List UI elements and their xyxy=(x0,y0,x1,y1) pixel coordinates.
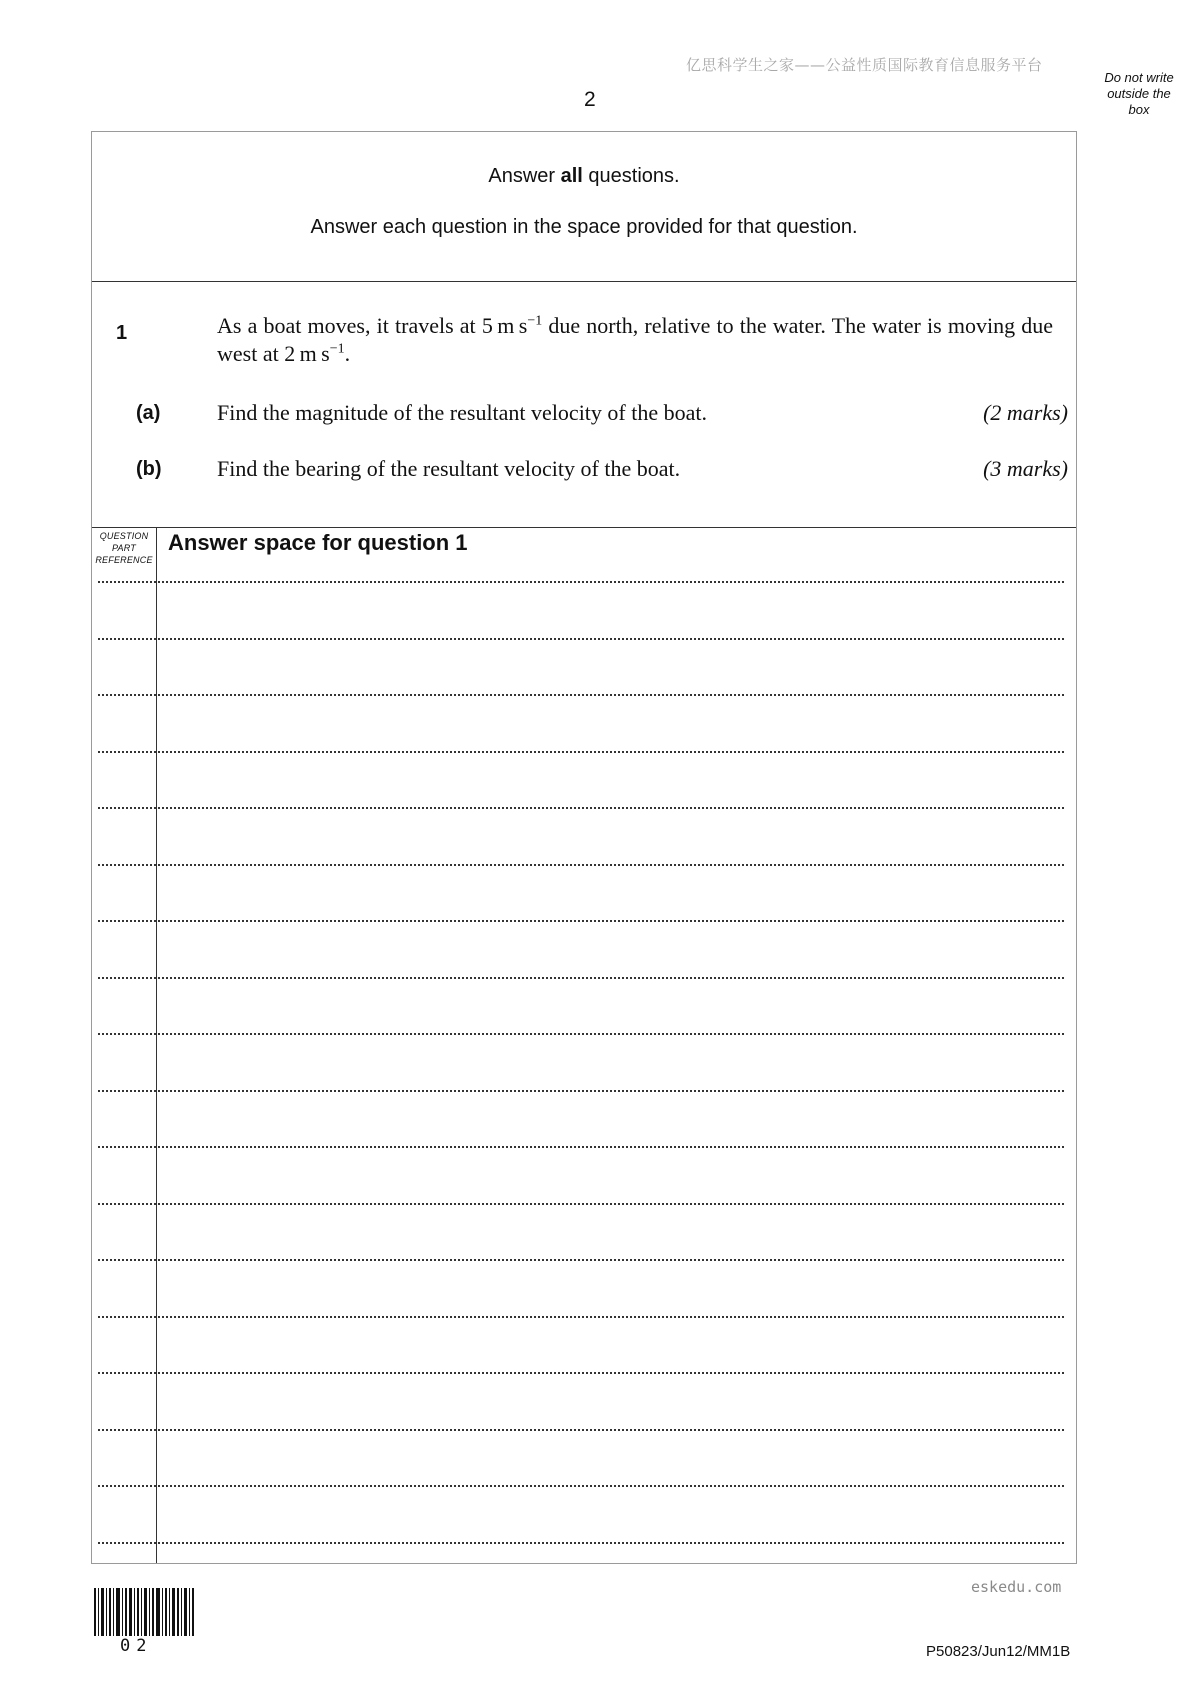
answer-line xyxy=(98,1372,1064,1374)
part-a-marks: (2 marks) xyxy=(983,400,1068,425)
margin-note-line: outside the xyxy=(1107,86,1171,101)
part-a-text: Find the magnitude of the resultant velocity of the boat. xyxy=(217,400,707,425)
instruction-answer-space: Answer each question in the space provided for that question. xyxy=(310,216,858,238)
answer-line xyxy=(98,1542,1064,1544)
footer-watermark: eskedu.com xyxy=(971,1578,1062,1596)
answer-line xyxy=(98,1316,1064,1318)
answer-space-heading: Answer space for question 1 xyxy=(168,530,468,555)
instruction-text: Answer xyxy=(488,165,561,187)
answer-line xyxy=(98,1146,1064,1148)
part-b-label: (b) xyxy=(136,458,162,480)
instructions-box xyxy=(92,132,1076,282)
answer-line xyxy=(98,1259,1064,1261)
answer-line xyxy=(98,694,1064,696)
answer-line xyxy=(98,977,1064,979)
ref-label-line: REFERENCE xyxy=(95,555,153,565)
margin-note-line: box xyxy=(1128,102,1150,117)
answer-line xyxy=(98,1090,1064,1092)
page-number: 2 xyxy=(584,88,596,111)
stem-exponent: −1 xyxy=(329,341,345,357)
paper-reference: P50823/Jun12/MM1B xyxy=(926,1643,1071,1660)
stem-exponent: −1 xyxy=(527,313,543,329)
answer-line xyxy=(98,1485,1064,1487)
answer-space xyxy=(92,528,1076,1563)
margin-note xyxy=(1094,70,1184,118)
stem-text: . xyxy=(344,341,351,366)
answer-line xyxy=(98,864,1064,866)
ref-label-line: PART xyxy=(112,543,136,553)
answer-line xyxy=(98,920,1064,922)
stem-text: due north, relative to the water. The water is moving due west at 2 m s xyxy=(217,313,1053,366)
answer-line xyxy=(98,581,1064,583)
answer-line xyxy=(98,1033,1064,1035)
instruction-emphasis: all xyxy=(560,165,583,187)
barcode-icon xyxy=(94,1588,194,1636)
answer-line xyxy=(98,807,1064,809)
part-b-marks: (3 marks) xyxy=(983,456,1068,481)
part-b-text: Find the bearing of the resultant velocity of the boat. xyxy=(217,456,681,481)
instruction-text: questions. xyxy=(582,165,680,187)
question-1 xyxy=(92,282,1076,528)
margin-note-line: Do not write xyxy=(1104,70,1174,85)
question-number: 1 xyxy=(116,322,128,344)
answer-line xyxy=(98,638,1064,640)
question-stem xyxy=(217,312,1053,368)
header-watermark: 亿思科学生之家——公益性质国际教育信息服务平台 xyxy=(686,56,1043,74)
answer-line xyxy=(98,751,1064,753)
answer-line xyxy=(98,1429,1064,1431)
answer-lines xyxy=(92,528,1076,1563)
part-a-label: (a) xyxy=(136,402,161,424)
ref-label-line: QUESTION xyxy=(99,531,149,541)
exam-frame xyxy=(91,131,1077,1564)
answer-line xyxy=(98,1203,1064,1205)
instruction-answer-all xyxy=(92,165,1076,188)
stem-text: As a boat moves, it travels at 5 m s xyxy=(217,313,528,338)
barcode-digits: 02 xyxy=(120,1636,153,1656)
